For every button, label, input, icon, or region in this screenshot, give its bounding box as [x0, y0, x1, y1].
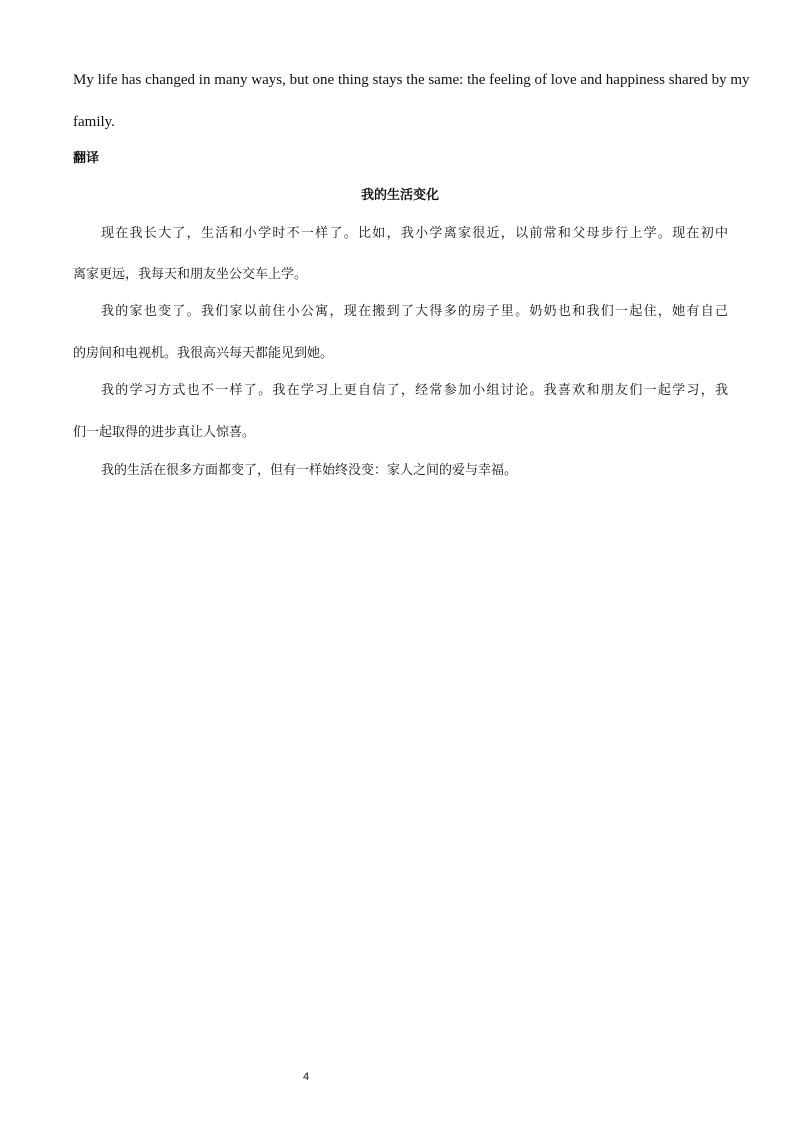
paragraph-2-line-2: 的房间和电视机。我很高兴每天都能见到她。 — [73, 346, 334, 361]
english-line-1: My life has changed in many ways, but one thing stays the same: the feeling of love and happiness shared by my — [73, 72, 750, 88]
paragraph-1-line-1: 现在我长大了，生活和小学时不一样了。比如，我小学离家很近，以前常和父母步行上学。现在初中 — [101, 226, 728, 241]
paragraph-1-line-2: 离家更远，我每天和朋友坐公交车上学。 — [73, 267, 308, 282]
paragraph-3-line-2: 们一起取得的进步真让人惊喜。 — [73, 425, 256, 440]
paragraph-2-line-1: 我的家也变了。我们家以前住小公寓，现在搬到了大得多的房子里。奶奶也和我们一起住，她有自己 — [101, 304, 728, 319]
english-line-2: family. — [73, 114, 115, 130]
translation-heading: 翻译 — [73, 151, 100, 166]
paragraph-3-line-1: 我的学习方式也不一样了。我在学习上更自信了，经常参加小组讨论。我喜欢和朋友们一起学习，我 — [101, 383, 728, 398]
page-title: 我的生活变化 — [360, 188, 439, 203]
paragraph-4-line-1: 我的生活在很多方面都变了，但有一样始终没变：家人之间的爱与幸福。 — [101, 463, 518, 478]
page-number: 4 — [302, 1071, 310, 1083]
